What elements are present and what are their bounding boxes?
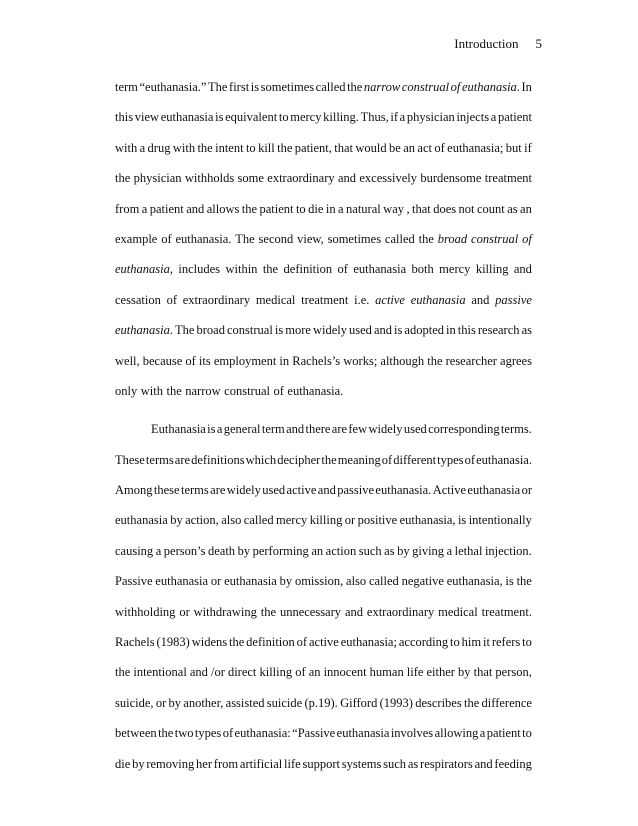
running-header bbox=[454, 36, 542, 52]
text-line: withholding or withdrawing the unnecessary and extraordinary medical treatment. bbox=[115, 604, 532, 619]
text-line: example of euthanasia. The second view, sometimes called the broad construal of bbox=[115, 231, 532, 246]
text-line: Rachels (1983) widens the definition of active euthanasia; according to him it refers to bbox=[115, 635, 532, 650]
text-line: Passive euthanasia or euthanasia by omission, also called negative euthanasia, is the bbox=[115, 574, 532, 589]
text-line: the physician withholds some extraordinary and excessively burdensome treatment bbox=[115, 171, 532, 186]
header-title: Introduction bbox=[454, 36, 519, 51]
text-line: this view euthanasia is equivalent to mercy killing. Thus, if a physician injects a patient bbox=[115, 110, 532, 125]
text-line: with a drug with the intent to kill the patient, that would be an act of euthanasia; but if bbox=[115, 140, 532, 155]
text-line: between the two types of euthanasia: “Passive euthanasia involves allowing a patient to bbox=[115, 726, 532, 741]
page-number: 5 bbox=[535, 36, 542, 51]
paragraph bbox=[115, 414, 532, 779]
text-line: from a patient and allows the patient to die in a natural way , that does not count as an bbox=[115, 201, 532, 216]
text-line: well, because of its employment in Rachels’s works; although the researcher agrees bbox=[115, 353, 532, 368]
text-line: euthanasia by action, also called mercy killing or positive euthanasia, is intentionally bbox=[115, 513, 532, 528]
text-line: These terms are definitions which decipher the meaning of different types of euthanasia. bbox=[115, 452, 532, 467]
text-line: suicide, or by another, assisted suicide (p.19). Gifford (1993) describes the difference bbox=[115, 695, 532, 710]
text-line: the intentional and /or direct killing of an innocent human life either by that person, bbox=[115, 665, 532, 680]
body-text bbox=[115, 72, 532, 779]
text-line: euthanasia. The broad construal is more widely used and is adopted in this research as bbox=[115, 323, 532, 338]
text-line: Euthanasia is a general term and there are few widely used corresponding terms. bbox=[151, 422, 532, 437]
text-line: Among these terms are widely used active and passive euthanasia. Active euthanasia or bbox=[115, 483, 532, 498]
text-line: die by removing her from artificial life support systems such as respirators and feeding bbox=[115, 756, 532, 771]
text-line: term “euthanasia.” The first is sometimes called the narrow construal of euthanasia. In bbox=[115, 80, 532, 94]
text-line: causing a person’s death by performing an action such as by giving a lethal injection. bbox=[115, 543, 532, 558]
text-line: euthanasia, includes within the definition of euthanasia both mercy killing and bbox=[115, 262, 532, 277]
text-line: cessation of extraordinary medical treatment i.e. active euthanasia and passive bbox=[115, 292, 532, 307]
text-line: only with the narrow construal of euthanasia. bbox=[115, 383, 344, 398]
paragraph bbox=[115, 72, 532, 406]
